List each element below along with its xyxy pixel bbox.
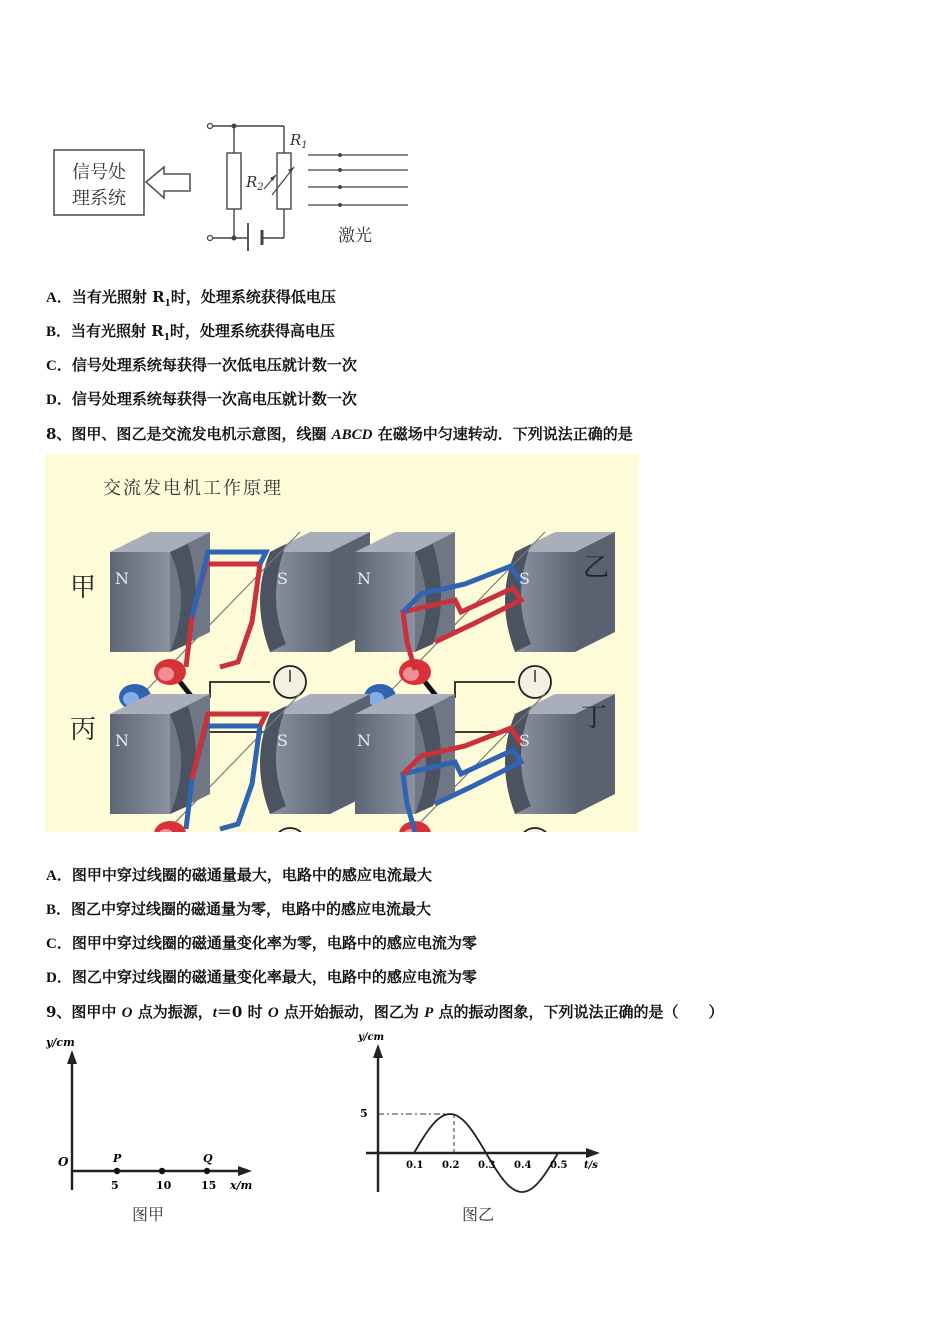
coil-name: ABCD xyxy=(331,427,373,443)
wave-point-label: P xyxy=(113,1152,122,1165)
r1-sub: 1 xyxy=(301,140,308,151)
option-text: 图甲中穿过线圈的磁通量变化率为零，电路中的感应电流为零 xyxy=(71,934,477,952)
t-tick-label: 0.3 xyxy=(478,1160,496,1171)
signal-box-line2: 理系统 xyxy=(72,188,126,209)
signal-arrow-icon xyxy=(146,167,190,198)
signal-box-line1: 信号处 xyxy=(72,162,126,183)
option-sub: 1 xyxy=(164,299,171,309)
t-tick-label: 0.2 xyxy=(442,1160,460,1171)
option-letter: B． xyxy=(46,902,72,918)
magnet-s-label: S xyxy=(519,569,530,588)
q8-option-d[interactable] xyxy=(46,966,477,987)
fig-b-caption: 图乙 xyxy=(462,1205,495,1224)
option-text: 信号处理系统每获得一次低电压就计数一次 xyxy=(71,356,357,374)
laser-label: 激光 xyxy=(338,226,372,246)
svg-text:R1 xyxy=(289,131,308,151)
magnet-s-label: S xyxy=(277,569,288,588)
stem-text: 点的振动图象，下列说法正确的是（ ） xyxy=(433,1003,724,1021)
point-o: O xyxy=(267,1005,279,1021)
t-tick-label: 0.1 xyxy=(406,1160,424,1171)
magnet-n-label: N xyxy=(115,731,129,750)
stem-text: 点开始振动，图乙为 xyxy=(278,1003,425,1021)
panel-label-yi: 乙 xyxy=(583,553,610,583)
option-text: 信号处理系统每获得一次高电压就计数一次 xyxy=(71,390,357,408)
r2-sub: 2 xyxy=(257,182,264,193)
fig-a-xlabel: x/m xyxy=(230,1179,253,1192)
laser-beams xyxy=(308,155,408,205)
q7-option-c[interactable] xyxy=(46,354,357,375)
panel-label-jia: 甲 xyxy=(70,573,97,603)
generator-figure-title: 交流发电机工作原理 xyxy=(103,478,283,499)
option-letter: B． xyxy=(46,324,72,340)
option-text: 图甲中穿过线圈的磁通量最大，电路中的感应电流最大 xyxy=(71,866,432,884)
magnet-n-label: N xyxy=(115,569,129,588)
ac-generator-figure xyxy=(45,454,639,832)
option-letter: D． xyxy=(46,970,72,986)
x-tick-label: 15 xyxy=(201,1179,217,1192)
magnet-s-label: S xyxy=(519,731,530,750)
fig-a-caption: 图甲 xyxy=(132,1205,165,1224)
svg-text:R2 xyxy=(245,173,264,193)
fig-b-ylabel: y/cm xyxy=(358,1032,385,1043)
option-text: 当有光照射 R xyxy=(71,288,165,306)
point-o: O xyxy=(121,1005,133,1021)
wave-position-figure xyxy=(40,1030,280,1230)
panel-label-bing: 丙 xyxy=(70,715,97,745)
q7-option-a[interactable] xyxy=(46,286,336,309)
option-text: 当有光照射 R xyxy=(71,322,164,340)
option-letter: C． xyxy=(46,358,72,374)
option-letter: A． xyxy=(46,290,72,306)
vibration-graph-figure xyxy=(350,1028,610,1228)
stem-text: 8、图甲、图乙是交流发电机示意图，线圈 xyxy=(46,425,332,443)
magnet-n-label: N xyxy=(357,569,371,588)
stem-text: 在磁场中匀速转动．下列说法正确的是 xyxy=(372,425,633,443)
option-text: 时，处理系统获得低电压 xyxy=(170,288,336,306)
magnet-n-label: N xyxy=(357,731,371,750)
photoresistor-circuit-figure xyxy=(50,115,420,255)
q8-option-a[interactable] xyxy=(46,864,432,885)
option-letter: D． xyxy=(46,392,72,408)
option-letter: C． xyxy=(46,936,72,952)
t-tick-label: 0.4 xyxy=(514,1160,532,1171)
r2-label: R xyxy=(246,173,258,191)
stem-text: ＝0 时 xyxy=(216,1003,268,1021)
option-text: 图乙中穿过线圈的磁通量为零，电路中的感应电流最大 xyxy=(71,900,432,918)
fig-a-origin: O xyxy=(58,1155,69,1169)
r1-label: R xyxy=(290,131,302,149)
q8-option-c[interactable] xyxy=(46,932,477,953)
point-p: P xyxy=(424,1005,434,1021)
fig-a-ylabel: y/cm xyxy=(46,1036,75,1049)
q9-stem xyxy=(46,1001,724,1022)
wave-point xyxy=(114,1168,120,1174)
wave-point-label: Q xyxy=(203,1152,213,1165)
q7-option-d[interactable] xyxy=(46,388,357,409)
t-tick-label: 0.5 xyxy=(550,1160,568,1171)
x-tick-label: 10 xyxy=(156,1179,172,1192)
wave-point xyxy=(159,1168,165,1174)
option-letter: A． xyxy=(46,868,72,884)
wave-point xyxy=(204,1168,210,1174)
option-text: 图乙中穿过线圈的磁通量变化率最大，电路中的感应电流为零 xyxy=(71,968,477,986)
option-text: 时，处理系统获得高电压 xyxy=(169,322,335,340)
fig-b-xlabel: t/s xyxy=(584,1160,598,1171)
stem-text: 9、图甲中 xyxy=(46,1003,122,1021)
stem-text: 点为振源， xyxy=(132,1003,213,1021)
time-var: t xyxy=(212,1005,217,1021)
magnet-s-label: S xyxy=(277,731,288,750)
x-tick-label: 5 xyxy=(111,1179,119,1192)
option-sub: 1 xyxy=(163,333,170,343)
q8-option-b[interactable] xyxy=(46,898,431,919)
fig-b-amp-label: 5 xyxy=(360,1107,368,1120)
q7-option-b[interactable] xyxy=(46,320,335,343)
panel-label-ding: 丁 xyxy=(581,703,608,733)
q8-stem xyxy=(46,423,633,444)
